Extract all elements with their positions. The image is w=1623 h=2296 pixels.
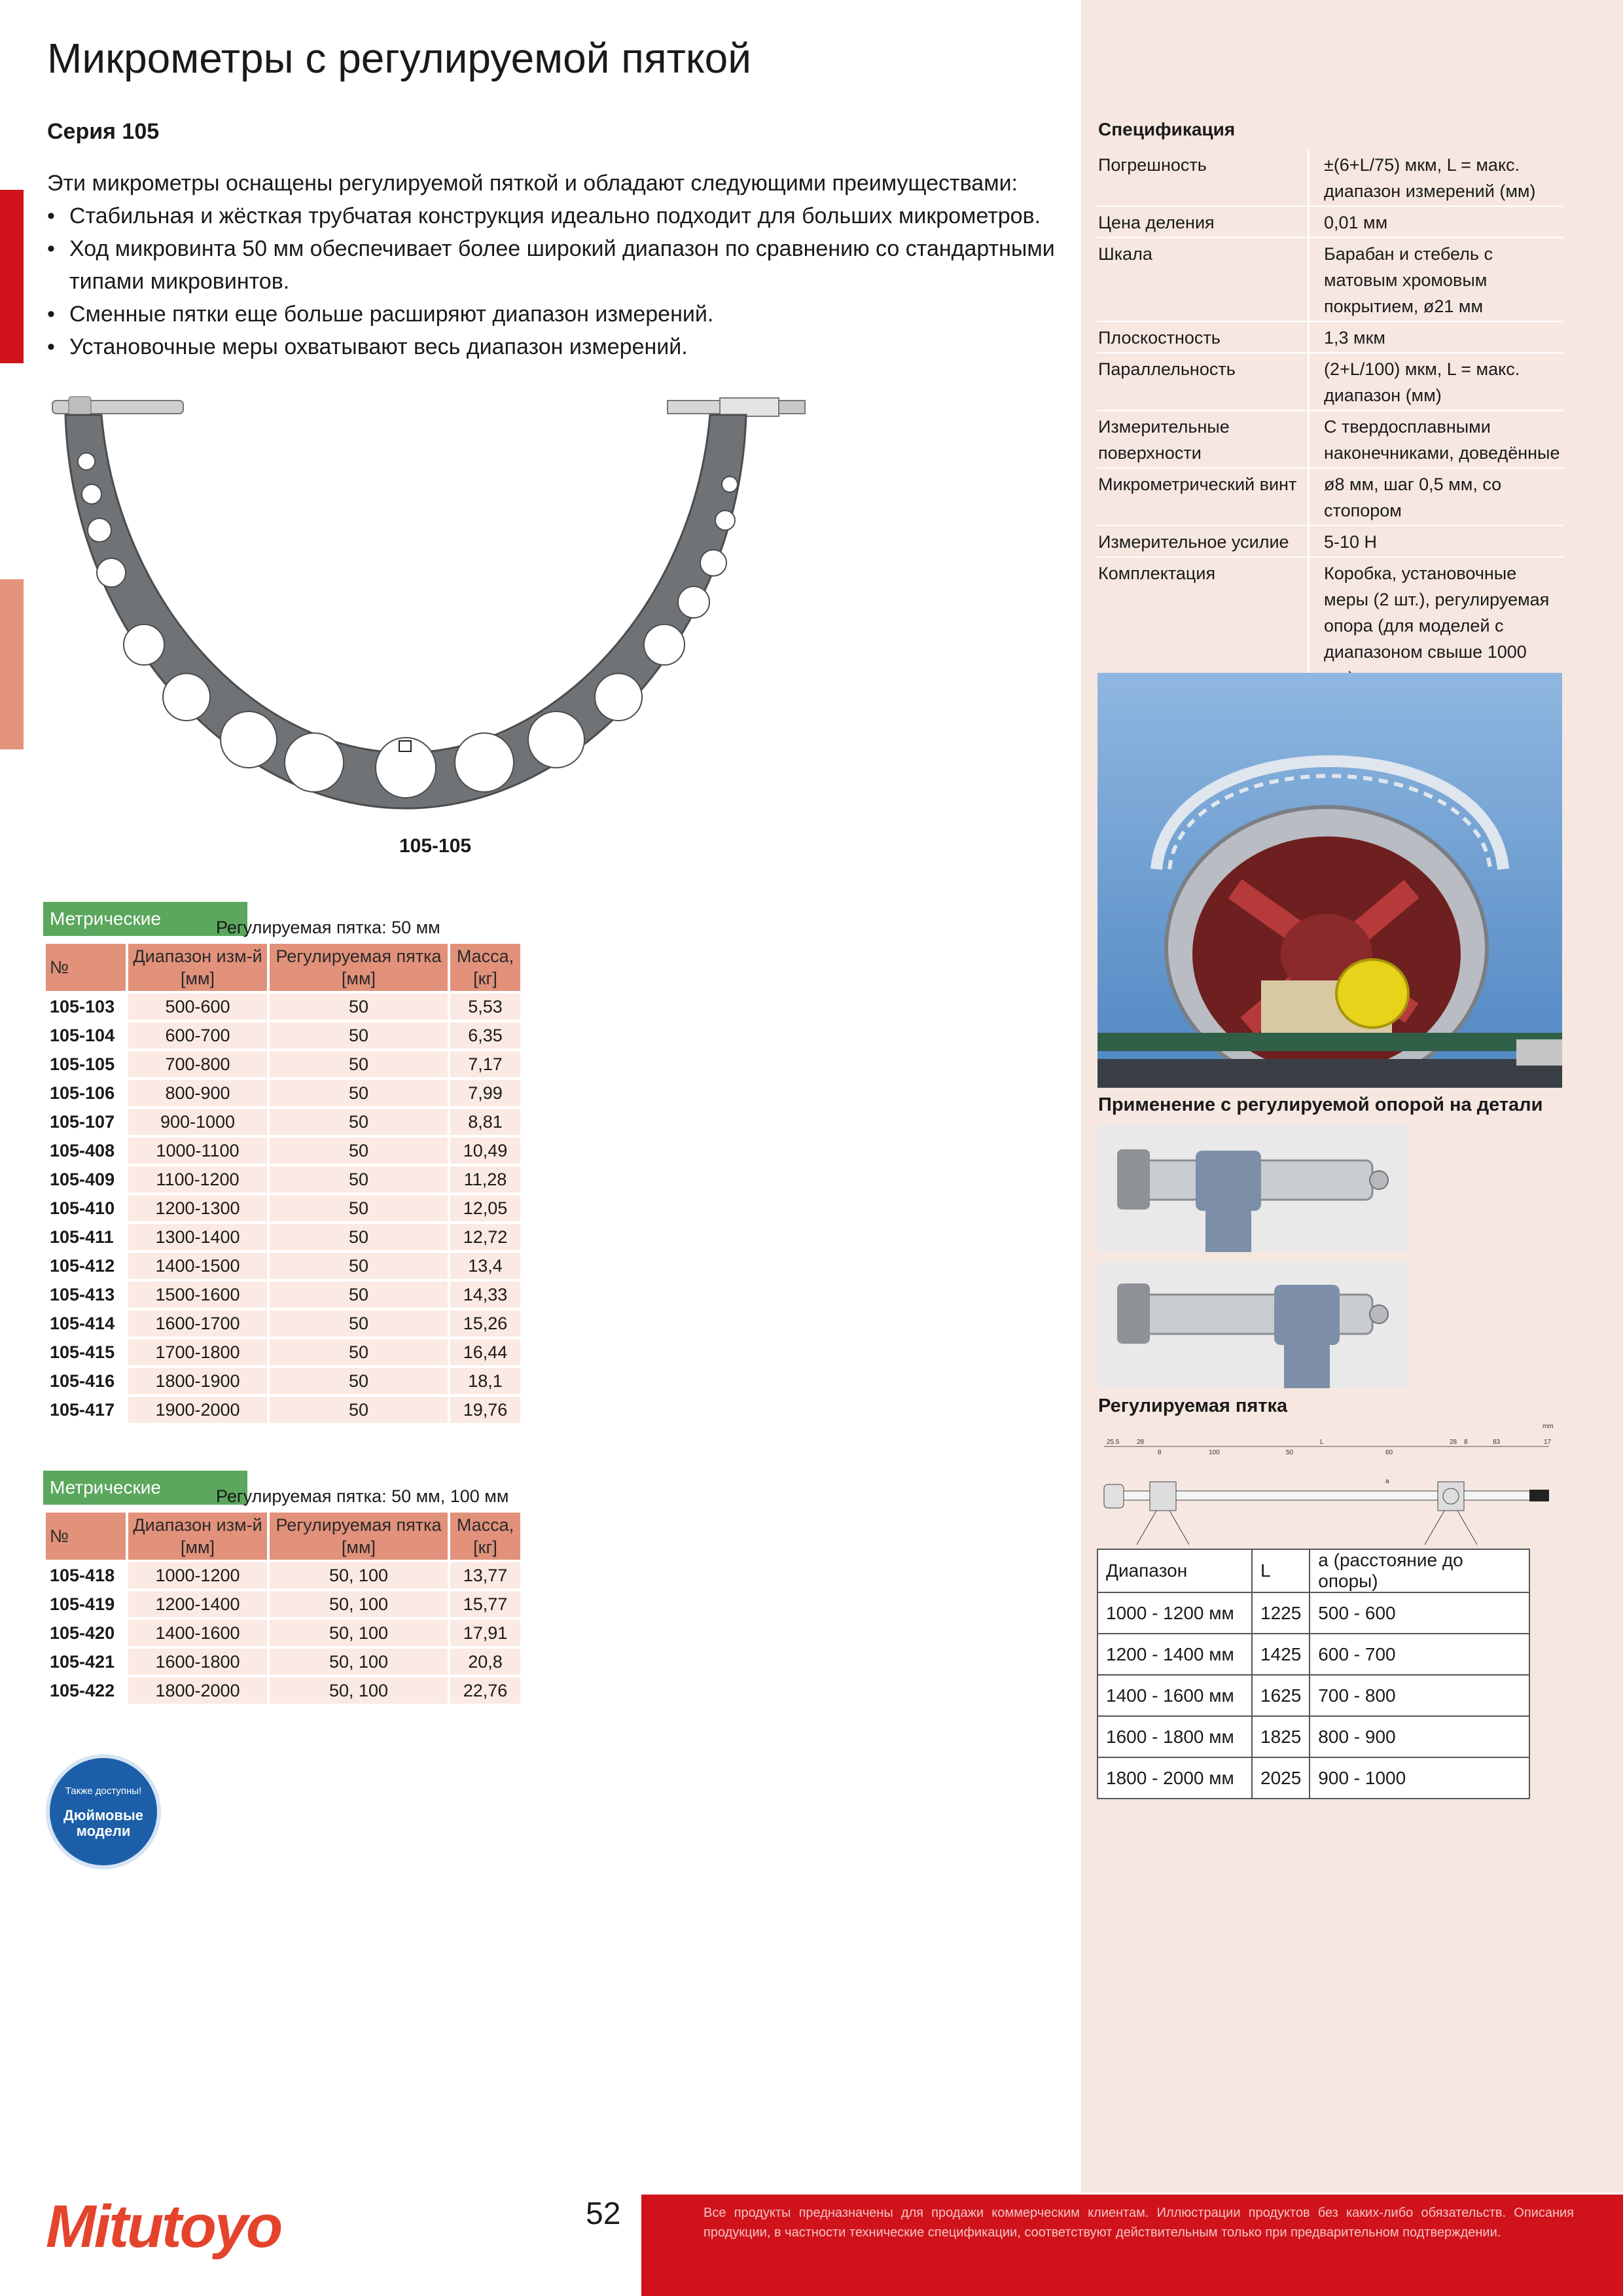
col-anvil: Регулируемая пятка [мм] — [270, 1513, 448, 1560]
model-number: 105-418 — [50, 1565, 115, 1585]
distance-value: 900 - 1000 — [1310, 1757, 1529, 1799]
anvil-cell: 50 — [270, 1138, 448, 1164]
range-cell: 1800-2000 — [128, 1677, 267, 1704]
table2-subtitle: Регулируемая пятка: 50 мм, 100 мм — [216, 1486, 509, 1506]
mass-cell: 13,77 — [450, 1562, 520, 1588]
anvil-cell: 50, 100 — [270, 1620, 448, 1646]
spec-key: Цена деления — [1097, 206, 1309, 238]
table-row — [46, 994, 520, 1020]
range-cell: 1900-2000 — [128, 1397, 267, 1423]
metric-tag: Метрические — [43, 902, 247, 936]
distance-value: 500 - 600 — [1310, 1592, 1529, 1634]
range-col-l: L — [1252, 1549, 1310, 1592]
dim-label: 25.5 — [1107, 1439, 1120, 1446]
anvil-cell: 50, 100 — [270, 1562, 448, 1588]
table1-body — [46, 994, 520, 1423]
dim-label: 17 — [1544, 1439, 1552, 1446]
mass-cell: 15,26 — [450, 1310, 520, 1336]
micrometer-illustration — [39, 386, 825, 844]
spec-value: ø8 мм, шаг 0,5 мм, со стопором — [1309, 468, 1563, 526]
mass-cell: 10,49 — [450, 1138, 520, 1164]
distance-value: 700 - 800 — [1310, 1675, 1529, 1716]
mass-cell: 11,28 — [450, 1166, 520, 1193]
spec-value: Барабан и стебель с матовым хромовым покрытием, ø21 мм — [1309, 238, 1563, 321]
table-row — [46, 1224, 520, 1250]
range-cell: 1400-1600 — [128, 1620, 267, 1646]
anvil-cell: 50 — [270, 1195, 448, 1221]
range-value: 1800 - 2000 мм — [1097, 1757, 1252, 1799]
anvil-cell: 50 — [270, 1051, 448, 1077]
range-value: 1200 - 1400 мм — [1097, 1634, 1252, 1675]
anvil-cell: 50 — [270, 1253, 448, 1279]
spec-value: ±(6+L/75) мкм, L = макс. диапазон измерений (мм) — [1309, 149, 1563, 206]
table-row — [46, 1620, 520, 1646]
model-number: 105-106 — [50, 1083, 115, 1103]
application-photo — [1097, 673, 1562, 1088]
range-row — [1097, 1675, 1529, 1716]
model-number: 105-422 — [50, 1680, 115, 1700]
range-cell: 1000-1200 — [128, 1562, 267, 1588]
model-table-2 — [43, 1510, 523, 1706]
range-cell: 1600-1700 — [128, 1310, 267, 1336]
col-anvil: Регулируемая пятка [мм] — [270, 944, 448, 991]
anvil-cell: 50 — [270, 1368, 448, 1394]
spec-value: С твердосплавными наконечниками, доведённые — [1309, 410, 1563, 468]
anvil-cell: 50 — [270, 1022, 448, 1049]
mass-cell: 8,81 — [450, 1109, 520, 1135]
model-number: 105-419 — [50, 1594, 115, 1614]
mass-cell: 7,99 — [450, 1080, 520, 1106]
anvil-cell: 50 — [270, 1310, 448, 1336]
range-cell: 1400-1500 — [128, 1253, 267, 1279]
badge-line2: Дюймовые модели — [63, 1807, 143, 1839]
spec-row — [1097, 206, 1563, 238]
table-row — [46, 1310, 520, 1336]
model-number: 105-408 — [50, 1140, 115, 1160]
mass-cell: 19,76 — [450, 1397, 520, 1423]
section-tab-red — [0, 190, 24, 363]
mitutoyo-logo: Mitutoyo — [46, 2193, 281, 2260]
model-number: 105-414 — [50, 1313, 115, 1333]
spec-row — [1097, 526, 1563, 557]
range-value: 1600 - 1800 мм — [1097, 1716, 1252, 1757]
spec-key: Микрометрический винт — [1097, 468, 1309, 526]
length-value: 2025 — [1252, 1757, 1310, 1799]
model-number: 105-412 — [50, 1255, 115, 1276]
anvil-cell: 50 — [270, 1397, 448, 1423]
range-cell: 1700-1800 — [128, 1339, 267, 1365]
anvil-photo-2 — [1097, 1262, 1408, 1388]
spec-row — [1097, 238, 1563, 321]
spec-row — [1097, 321, 1563, 353]
model-number: 105-415 — [50, 1342, 115, 1362]
dim-label: 83 — [1493, 1439, 1501, 1446]
col-mass: Масса, [кг] — [450, 1513, 520, 1560]
spec-row — [1097, 468, 1563, 526]
range-cell: 1200-1300 — [128, 1195, 267, 1221]
model-number: 105-417 — [50, 1399, 115, 1420]
intro-text: Эти микрометры оснащены регулируемой пяткой и обладают следующими преимуществами: — [47, 171, 1018, 196]
dim-label: L — [1320, 1439, 1324, 1446]
table1-subtitle: Регулируемая пятка: 50 мм — [216, 918, 440, 937]
length-value: 1225 — [1252, 1592, 1310, 1634]
mass-cell: 22,76 — [450, 1677, 520, 1704]
spec-key: Комплектация — [1097, 557, 1309, 693]
range-cell: 1800-1900 — [128, 1368, 267, 1394]
mass-cell: 12,72 — [450, 1224, 520, 1250]
table-row — [46, 1195, 520, 1221]
range-cell: 500-600 — [128, 994, 267, 1020]
dim-label: 8 — [1158, 1449, 1162, 1456]
range-cell: 1600-1800 — [128, 1649, 267, 1675]
table-row — [46, 1138, 520, 1164]
anvil-cell: 50, 100 — [270, 1649, 448, 1675]
metric-tag: Метрические — [43, 1471, 247, 1505]
anvil-cell: 50 — [270, 1339, 448, 1365]
spec-value: (2+L/100) мкм, L = макс. диапазон (мм) — [1309, 353, 1563, 410]
anvil-cell: 50 — [270, 1109, 448, 1135]
mass-cell: 12,05 — [450, 1195, 520, 1221]
table-row — [46, 1080, 520, 1106]
table-row — [46, 1649, 520, 1675]
table-row — [46, 1339, 520, 1365]
range-cell: 1100-1200 — [128, 1166, 267, 1193]
range-row — [1097, 1592, 1529, 1634]
mass-cell: 5,53 — [450, 994, 520, 1020]
spec-row — [1097, 410, 1563, 468]
anvil-caption: Регулируемая пятка — [1098, 1395, 1288, 1416]
section-tab-salmon — [0, 579, 24, 749]
anvil-cell: 50 — [270, 1166, 448, 1193]
col-range: Диапазон изм-й [мм] — [128, 944, 267, 991]
col-no: № — [46, 1513, 126, 1560]
dim-label: 28 — [1137, 1439, 1145, 1446]
range-cell: 600-700 — [128, 1022, 267, 1049]
spec-value: 1,3 мкм — [1309, 321, 1563, 353]
model-number: 105-410 — [50, 1198, 115, 1218]
mass-cell: 20,8 — [450, 1649, 520, 1675]
dim-label: 28 — [1450, 1439, 1457, 1446]
anvil-cell: 50 — [270, 994, 448, 1020]
range-cell: 1200-1400 — [128, 1591, 267, 1617]
range-cell: 1300-1400 — [128, 1224, 267, 1250]
col-no: № — [46, 944, 126, 991]
col-mass: Масса, [кг] — [450, 944, 520, 991]
mass-cell: 15,77 — [450, 1591, 520, 1617]
mass-cell: 13,4 — [450, 1253, 520, 1279]
table-row — [46, 1282, 520, 1308]
anvil-cell: 50, 100 — [270, 1591, 448, 1617]
range-cell: 1500-1600 — [128, 1282, 267, 1308]
table-row — [46, 1109, 520, 1135]
range-row — [1097, 1634, 1529, 1675]
range-col-range: Диапазон — [1097, 1549, 1252, 1592]
range-cell: 900-1000 — [128, 1109, 267, 1135]
table-row — [46, 1166, 520, 1193]
product-caption: 105-105 — [399, 835, 472, 857]
anvil-cell: 50, 100 — [270, 1677, 448, 1704]
length-value: 1825 — [1252, 1716, 1310, 1757]
range-value: 1000 - 1200 мм — [1097, 1592, 1252, 1634]
model-number: 105-104 — [50, 1025, 115, 1045]
anvil-cell: 50 — [270, 1080, 448, 1106]
range-col-a: а (расстояние до опоры) — [1310, 1549, 1529, 1592]
spec-value: 0,01 мм — [1309, 206, 1563, 238]
anvil-dimension-drawing — [1097, 1420, 1575, 1545]
footer-disclaimer: Все продукты предназначены для продажи коммерческим клиентам. Иллюстрации продуктов без каких-либо обязательств. Описания продукции, в частности технические спецификации, соответствуют действительным только при предварительном подтверждении. — [704, 2206, 1574, 2240]
table-row — [46, 1022, 520, 1049]
inch-models-badge — [46, 1754, 161, 1869]
spec-title: Спецификация — [1098, 119, 1236, 139]
model-number: 105-413 — [50, 1284, 115, 1304]
series-label: Серия 105 — [47, 119, 160, 144]
col-range: Диапазон изм-й [мм] — [128, 1513, 267, 1560]
table-row — [46, 1397, 520, 1423]
table-row — [46, 1253, 520, 1279]
spec-row — [1097, 149, 1563, 206]
mass-cell: 18,1 — [450, 1368, 520, 1394]
range-cell: 1000-1100 — [128, 1138, 267, 1164]
spec-key: Параллельность — [1097, 353, 1309, 410]
page-title: Микрометры с регулируемой пяткой — [47, 35, 751, 82]
table-row — [46, 1677, 520, 1704]
range-cell: 700-800 — [128, 1051, 267, 1077]
model-number: 105-420 — [50, 1623, 115, 1643]
feature-item: • Установочные меры охватывают весь диапазон измерений. — [47, 331, 1068, 363]
feature-item: • Ход микровинта 50 мм обеспечивает более широкий диапазон по сравнению со стандартными типами микровинтов. — [47, 232, 1068, 298]
badge-line1: Также доступны! — [65, 1785, 142, 1797]
drawing-unit: mm — [1543, 1423, 1554, 1430]
length-value: 1425 — [1252, 1634, 1310, 1675]
spec-key: Плоскостность — [1097, 321, 1309, 353]
dim-label: 60 — [1385, 1449, 1393, 1456]
mass-cell: 16,44 — [450, 1339, 520, 1365]
distance-value: 600 - 700 — [1310, 1634, 1529, 1675]
dim-label: a — [1385, 1478, 1389, 1485]
feature-item: • Стабильная и жёсткая трубчатая конструкция идеально подходит для больших микрометров. — [47, 200, 1068, 232]
spec-key: Шкала — [1097, 238, 1309, 321]
mass-cell: 7,17 — [450, 1051, 520, 1077]
spec-table — [1097, 149, 1563, 694]
dim-label: 50 — [1286, 1449, 1294, 1456]
distance-value: 800 - 900 — [1310, 1716, 1529, 1757]
spec-key: Измерительные поверхности — [1097, 410, 1309, 468]
range-row — [1097, 1757, 1529, 1799]
model-number: 105-105 — [50, 1054, 115, 1074]
mass-cell: 6,35 — [450, 1022, 520, 1049]
application-caption: Применение с регулируемой опорой на детали — [1098, 1094, 1543, 1115]
model-number: 105-416 — [50, 1371, 115, 1391]
table-row — [46, 1368, 520, 1394]
model-number: 105-421 — [50, 1651, 115, 1672]
range-cell: 800-900 — [128, 1080, 267, 1106]
spec-key: Погрешность — [1097, 149, 1309, 206]
model-number: 105-411 — [50, 1227, 114, 1247]
feature-list — [47, 200, 1068, 363]
dim-label: 8 — [1464, 1439, 1468, 1446]
anvil-photo-1 — [1097, 1124, 1408, 1252]
table-row — [46, 1591, 520, 1617]
range-value: 1400 - 1600 мм — [1097, 1675, 1252, 1716]
table-row — [46, 1051, 520, 1077]
spec-value: 5-10 Н — [1309, 526, 1563, 557]
anvil-cell: 50 — [270, 1224, 448, 1250]
anvil-cell: 50 — [270, 1282, 448, 1308]
spec-key: Измерительное усилие — [1097, 526, 1309, 557]
model-table-1 — [43, 941, 523, 1426]
range-row — [1097, 1716, 1529, 1757]
model-number: 105-107 — [50, 1111, 115, 1132]
table-row — [46, 1562, 520, 1588]
feature-item: • Сменные пятки еще больше расширяют диапазон измерений. — [47, 298, 1068, 331]
model-number: 105-103 — [50, 996, 115, 1016]
model-number: 105-409 — [50, 1169, 115, 1189]
spec-value: Коробка, установочные меры (2 шт.), регулируемая опора (для моделей с диапазоном свыше 1000 — [1309, 557, 1563, 693]
spec-row — [1097, 353, 1563, 410]
dim-label: 100 — [1209, 1449, 1220, 1456]
page-number: 52 — [586, 2197, 621, 2231]
table2-body — [46, 1562, 520, 1704]
mass-cell: 14,33 — [450, 1282, 520, 1308]
mass-cell: 17,91 — [450, 1620, 520, 1646]
length-value: 1625 — [1252, 1675, 1310, 1716]
range-table — [1097, 1549, 1530, 1799]
